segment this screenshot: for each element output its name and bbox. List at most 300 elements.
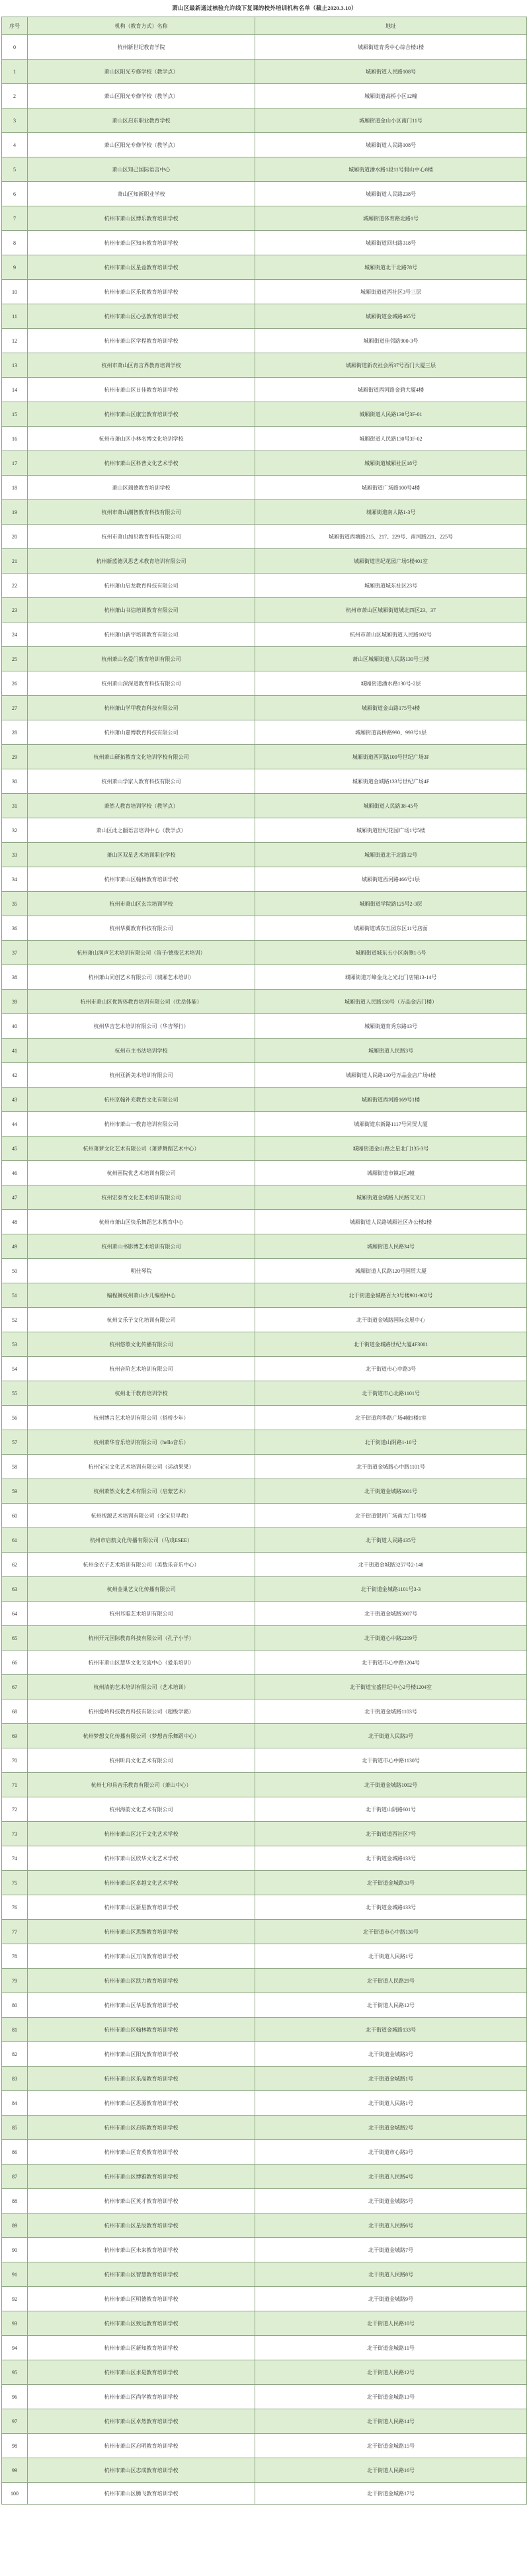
row-address: 北干街道心中路2209号 [255,1626,527,1651]
row-index: 40 [2,1014,28,1039]
row-address: 北干街道宝盛世纪中心2号楼1204室 [255,1675,527,1699]
table-row [2,2091,527,2116]
table-row [2,892,527,916]
row-index: 65 [2,1626,28,1651]
row-address: 城厢街道人民路3号 [255,1039,527,1063]
table-row [2,1112,527,1137]
row-name: 杭州市萧山区慧华文化交流中心（爱乐培训） [28,1651,255,1675]
table-row [2,2165,527,2189]
row-index: 38 [2,965,28,990]
row-index: 19 [2,500,28,525]
table-row [2,598,527,623]
table-row [2,525,527,549]
row-name: 杭州文乐子文化培训有限公司 [28,1308,255,1332]
row-name: 杭州市萧山区智慧教育培训学校 [28,2262,255,2287]
row-address: 北干街道山阴路1-10号 [255,1430,527,1455]
row-index: 64 [2,1602,28,1626]
row-name: 杭州市萧山区启明教育培训学校 [28,2434,255,2458]
row-index: 25 [2,647,28,671]
table-row [2,1479,527,1504]
table-row [2,378,527,402]
row-index: 52 [2,1308,28,1332]
row-name: 杭州市萧山区华思教育培训学校 [28,1993,255,2018]
row-address: 北干街道金城路7号 [255,2238,527,2262]
table-row [2,1797,527,1822]
row-name: 杭州萧华音乐培训有限公司（hello音乐） [28,1430,255,1455]
table-row [2,2458,527,2483]
row-index: 73 [2,1822,28,1846]
table-row [2,671,527,696]
row-index: 0 [2,35,28,60]
table-row [2,1185,527,1210]
row-address: 城厢街道人民路130号3F-02 [255,427,527,451]
row-address: 北干街道金城路国际会展中心 [255,1308,527,1332]
table-row [2,2409,527,2434]
row-name: 杭州萧山润声艺术培训有限公司（笛子/德俊艺术培训） [28,941,255,965]
row-index: 92 [2,2287,28,2311]
row-index: 82 [2,2042,28,2067]
row-index: 70 [2,1748,28,1773]
row-name: 萧然人教育培训学校（教学点） [28,794,255,818]
table-row [2,1846,527,1871]
table-row [2,2434,527,2458]
row-name: 萧山区阳光专修学校（教学点） [28,60,255,84]
row-address: 北干街道金城路世纪大厦4F3001 [255,1332,527,1357]
row-address: 城厢街道金山小区南门11号 [255,108,527,133]
row-name: 杭州七印具音乐教育有限公司（萧山中心） [28,1773,255,1797]
row-index: 21 [2,549,28,574]
row-index: 49 [2,1234,28,1259]
row-index: 95 [2,2360,28,2385]
table-row [2,231,527,255]
table-row [2,1308,527,1332]
row-name: 杭州市萧山区腾飞教育培训学校 [28,2483,255,2505]
row-name: 杭州萧山同创艺术有限公司（城厢艺术培训） [28,965,255,990]
row-name: 萧山区瑞德教育培训学校 [28,476,255,500]
table-row [2,1724,527,1748]
row-address: 北干街道市心路3号 [255,2140,527,2165]
row-name: 杭州市萧山区明德教育培训学校 [28,2287,255,2311]
row-index: 39 [2,990,28,1014]
table-row [2,2042,527,2067]
row-index: 78 [2,1944,28,1969]
row-name: 明仕琴院 [28,1259,255,1283]
table-row [2,965,527,990]
row-name: 杭州萧山嘉博教育科技有限公司 [28,720,255,745]
row-index: 22 [2,574,28,598]
row-name: 杭州音阶艺术培训有限公司 [28,1357,255,1381]
row-name: 杭州市萧山区卓越文化艺术学校 [28,1871,255,1895]
row-index: 86 [2,2140,28,2165]
table-row [2,1504,527,1528]
row-name: 杭州市启航文化传播有限公司（马戏ESEE） [28,1528,255,1553]
row-address: 杭州市萧山区城厢街道人民路102号 [255,623,527,647]
row-address: 北干街道银河广场南大门1号楼 [255,1504,527,1528]
row-name: 杭州萧山启龙教育科技有限公司 [28,574,255,598]
table-row [2,769,527,794]
table-row [2,720,527,745]
row-index: 87 [2,2165,28,2189]
row-address: 城厢街道人民路130号（万品金店门楼） [255,990,527,1014]
table-row [2,2140,527,2165]
table-row [2,1553,527,1577]
row-name: 杭州开元国际教育科技有限公司（孔子小学） [28,1626,255,1651]
row-index: 94 [2,2336,28,2360]
table-row [2,353,527,378]
table-row [2,2116,527,2140]
row-name: 杭州市萧山区尚学教育培训学校 [28,2385,255,2409]
table-row [2,402,527,427]
row-name: 杭州市萧山区博乐教育培训学校 [28,206,255,231]
row-index: 85 [2,2116,28,2140]
row-name: 杭州爱岭科技教育科技有限公司（超级学霸） [28,1699,255,1724]
table-row [2,574,527,598]
row-name: 杭州市萧山区翰林教育培训学校 [28,867,255,892]
row-index: 1 [2,60,28,84]
row-name: 杭州亚新美术培训有限公司 [28,1063,255,1088]
row-address: 北干街道人民路16号 [255,2458,527,2483]
row-name: 萧山区双星艺术培训职业学校 [28,843,255,867]
row-name: 萧山区阳光专修学校（教学点） [28,133,255,157]
table-row [2,1234,527,1259]
row-address: 北干街道金城路1002号 [255,1773,527,1797]
table-row [2,1039,527,1063]
row-name: 杭州萧山学甲教育科技有限公司 [28,696,255,720]
row-address: 城厢街道人民路城厢社区办公楼2楼 [255,1210,527,1234]
row-address: 北干街道人民路10号 [255,2311,527,2336]
table-row [2,1259,527,1283]
row-name: 杭州萧萝文化艺术有限公司（萧萝舞蹈艺术中心） [28,1137,255,1161]
row-address: 北干街道金城路133号 [255,2018,527,2042]
row-index: 20 [2,525,28,549]
row-index: 26 [2,671,28,696]
table-row [2,1430,527,1455]
table-row [2,84,527,108]
row-name: 杭州市萧山区乐优教育培训学校 [28,280,255,304]
row-index: 59 [2,1479,28,1504]
table-row [2,182,527,206]
row-name: 杭州视源艺术培训有限公司（金宝贝早教） [28,1504,255,1528]
row-index: 79 [2,1969,28,1993]
row-index: 18 [2,476,28,500]
row-address: 城厢街道佳邻路900-3号 [255,329,527,353]
row-index: 12 [2,329,28,353]
row-address: 北干街道人民路12号 [255,1993,527,2018]
row-name: 杭州市萧山潮智教育科技有限公司 [28,500,255,525]
row-address: 城厢街道金城路人民路交叉口 [255,1185,527,1210]
row-index: 15 [2,402,28,427]
row-address: 北干街道道西社区7号 [255,1822,527,1846]
table-row [2,1822,527,1846]
row-name: 杭州市萧山区新星教育培训学校 [28,1895,255,1920]
table-row [2,647,527,671]
row-name: 杭州新蓝德贝思艺术教育培训有限公司 [28,549,255,574]
row-name: 杭州市萧山区凯力教育培训学校 [28,1969,255,1993]
row-address: 北干街道人民路6号 [255,2213,527,2238]
row-address: 北干街道金城路1103号 [255,1699,527,1724]
row-index: 37 [2,941,28,965]
table-row [2,696,527,720]
table-row [2,133,527,157]
table-row [2,255,527,280]
row-index: 88 [2,2189,28,2213]
row-index: 69 [2,1724,28,1748]
row-address: 北干街道人民路135号 [255,1528,527,1553]
row-index: 42 [2,1063,28,1088]
row-name: 杭州萧山深深道教育科技有限公司 [28,671,255,696]
row-name: 杭州海韵文化艺术有限公司 [28,1797,255,1822]
row-index: 75 [2,1871,28,1895]
row-address: 城厢街道市镇2区2幢 [255,1161,527,1185]
table-row [2,1088,527,1112]
row-name: 杭州萧山学家人教育科技有限公司 [28,769,255,794]
row-name: 杭州耳聪艺术培训有限公司 [28,1602,255,1626]
table-row [2,2287,527,2311]
row-address: 北干街道金城路5号 [255,2189,527,2213]
row-index: 58 [2,1455,28,1479]
row-address: 北干街道金城路3257号2-148 [255,1553,527,1577]
row-name: 杭州京翰补充教育文化有限公司 [28,1088,255,1112]
row-index: 48 [2,1210,28,1234]
row-index: 74 [2,1846,28,1871]
row-index: 36 [2,916,28,941]
row-address: 北干街道人民路8号 [255,2262,527,2287]
table-row [2,476,527,500]
row-index: 47 [2,1185,28,1210]
row-index: 91 [2,2262,28,2287]
row-index: 27 [2,696,28,720]
row-index: 66 [2,1651,28,1675]
table-row [2,1528,527,1553]
row-address: 城厢街道东新路1117号同贸大厦 [255,1112,527,1137]
row-address: 城厢街道城东五园东区11号店面 [255,916,527,941]
table-row [2,1577,527,1602]
row-index: 3 [2,108,28,133]
row-index: 2 [2,84,28,108]
table-row [2,1406,527,1430]
table-row [2,1871,527,1895]
row-index: 99 [2,2458,28,2483]
row-index: 77 [2,1920,28,1944]
row-name: 杭州市萧山区新知教育培训学校 [28,2336,255,2360]
table-row [2,843,527,867]
row-address: 城厢街道城厢社区18号 [255,451,527,476]
row-address: 北干街道市心中路1130号 [255,1748,527,1773]
row-name: 杭州萧山研拓教育文化培训学校有限公司 [28,745,255,769]
row-address: 城厢街道广场路100号4楼 [255,476,527,500]
table-row [2,2336,527,2360]
row-index: 16 [2,427,28,451]
row-address: 城厢街道人民路34号 [255,1234,527,1259]
row-index: 23 [2,598,28,623]
row-index: 76 [2,1895,28,1920]
table-row [2,1675,527,1699]
row-name: 杭州新世纪教育学院 [28,35,255,60]
table-row [2,2311,527,2336]
table-row [2,1210,527,1234]
row-index: 61 [2,1528,28,1553]
row-address: 城厢街道世纪花园广场1号5楼 [255,818,527,843]
row-name: 杭州市萧山区科普文化艺术学校 [28,451,255,476]
row-name: 杭州北干教育培训学校 [28,1381,255,1406]
row-address: 北干街道人民路12号 [255,2360,527,2385]
row-index: 72 [2,1797,28,1822]
row-address: 城厢街道人民路120号国贸大厦 [255,1259,527,1283]
table-row [2,280,527,304]
row-address: 北干街道市心中路130号 [255,1920,527,1944]
table-header-row [2,17,527,35]
row-index: 34 [2,867,28,892]
row-index: 7 [2,206,28,231]
row-address: 北干街道金城路3007号 [255,1602,527,1626]
row-index: 41 [2,1039,28,1063]
row-index: 68 [2,1699,28,1724]
row-name: 杭州市萧山区志成教育培训学校 [28,2458,255,2483]
row-address: 城厢街道学院路125号2-3层 [255,892,527,916]
row-name: 编程狮杭州萧山少儿编程中心 [28,1283,255,1308]
table-row [2,451,527,476]
row-address: 城厢街道高桥路990、993号1层 [255,720,527,745]
row-name: 杭州市萧山区未来教育培训学校 [28,2238,255,2262]
header-name: 机构（教育方式）名称 [28,17,255,35]
row-name: 杭州市主书法培训学校 [28,1039,255,1063]
row-address: 城厢街道北干北路32号 [255,843,527,867]
table-row [2,1920,527,1944]
row-name: 杭州市萧山区北干文化艺术学校 [28,1822,255,1846]
row-index: 30 [2,769,28,794]
row-name: 杭州市萧山区阳光教育培训学校 [28,2042,255,2067]
row-address: 北干街道金城路3号 [255,2042,527,2067]
table-row [2,206,527,231]
row-name: 杭州华吉艺术培训有限公司（华吉琴行） [28,1014,255,1039]
row-index: 57 [2,1430,28,1455]
row-address: 北干街道金城路百大3号楼901-902号 [255,1283,527,1308]
row-name: 杭州市萧山区学程教育培训学校 [28,329,255,353]
row-name: 杭州悠歌文化传播有限公司 [28,1332,255,1357]
row-name: 萧山区阳光专修学校（教学点） [28,84,255,108]
row-name: 杭州市萧山区乐高教育培训学校 [28,2067,255,2091]
row-address: 城厢街道北干北路78号 [255,255,527,280]
row-name: 杭州萧山书影博艺术培训有限公司 [28,1234,255,1259]
row-index: 100 [2,2483,28,2505]
row-name: 杭州市萧山区思源教育培训学校 [28,2091,255,2116]
table-row [2,60,527,84]
row-name: 杭州市萧山区优智体教育培训有限公司（优岳体能） [28,990,255,1014]
row-index: 98 [2,2434,28,2458]
row-address: 北干街道金城路133号 [255,1846,527,1871]
row-address: 城厢街道万峰金龙之光北门店铺13-14号 [255,965,527,990]
header-address: 地址 [255,17,527,35]
row-index: 35 [2,892,28,916]
row-address: 北干街道人民路29号 [255,1969,527,1993]
row-name: 杭州市萧山区致远教育培训学校 [28,2311,255,2336]
table-row [2,1895,527,1920]
table-row [2,1969,527,1993]
row-index: 90 [2,2238,28,2262]
table-row [2,2189,527,2213]
row-index: 14 [2,378,28,402]
row-address: 北干街道人民路1号 [255,1944,527,1969]
institution-table [1,17,527,2505]
table-row [2,1602,527,1626]
row-name: 萧山区知己国际语言中心 [28,157,255,182]
row-address: 城厢街道金城路133号世纪广场4F [255,769,527,794]
row-index: 53 [2,1332,28,1357]
row-index: 13 [2,353,28,378]
row-index: 28 [2,720,28,745]
table-row [2,1699,527,1724]
row-name: 杭州萧然文化艺术有限公司（启蒙艺术） [28,1479,255,1504]
row-address: 城厢街道城东五小区南侧1-5号 [255,941,527,965]
row-address: 城厢街道道西社区3号三层 [255,280,527,304]
row-index: 54 [2,1357,28,1381]
table-row [2,745,527,769]
row-name: 萧山区知新职业学校 [28,182,255,206]
row-index: 44 [2,1112,28,1137]
row-address: 城厢街道人民路238号 [255,182,527,206]
table-row [2,623,527,647]
table-row [2,549,527,574]
row-name: 杭州市萧山区玄宗培训学校 [28,892,255,916]
row-name: 杭州市萧山区日佳教育培训学校 [28,378,255,402]
row-address: 城厢街道金山路175号4楼 [255,696,527,720]
row-index: 9 [2,255,28,280]
row-address: 城厢街道高桥小区12幢 [255,84,527,108]
row-name: 杭州市萧山区欣华文化艺术学校 [28,1846,255,1871]
row-address: 北干街道市心北路1101号 [255,1381,527,1406]
table-row [2,1455,527,1479]
row-name: 杭州市萧山区万向教育培训学校 [28,1944,255,1969]
row-name: 杭州市萧山区星益教育培训学校 [28,255,255,280]
row-index: 43 [2,1088,28,1112]
row-name: 杭州萧山书信培训教育有限公司 [28,598,255,623]
row-address: 北干街道金城路133号 [255,1895,527,1920]
row-index: 5 [2,157,28,182]
table-row [2,35,527,60]
table-row [2,1944,527,1969]
row-address: 北干街道山阴路601号 [255,1797,527,1822]
table-row [2,867,527,892]
row-address: 城厢街道回归路318号 [255,231,527,255]
row-address: 城厢街道西河路466号1层 [255,867,527,892]
row-address: 杭州市萧山区城厢街道城北四区23、37 [255,598,527,623]
row-index: 63 [2,1577,28,1602]
row-index: 83 [2,2067,28,2091]
row-index: 10 [2,280,28,304]
row-index: 6 [2,182,28,206]
row-name: 杭州市萧山加贝教育科技有限公司 [28,525,255,549]
row-address: 城厢街道潘水路1段11号假山中心8楼 [255,157,527,182]
row-index: 50 [2,1259,28,1283]
table-row [2,2262,527,2287]
row-name: 杭州昕冉文化艺术有限公司 [28,1748,255,1773]
row-address: 北干街道金城路1号 [255,2067,527,2091]
row-name: 杭州萧山名爱门教育培训有限公司 [28,647,255,671]
row-index: 97 [2,2409,28,2434]
table-row [2,1773,527,1797]
row-index: 93 [2,2311,28,2336]
row-address: 北干街道市心中路1204号 [255,1651,527,1675]
row-name: 杭州市萧山区快乐舞蹈艺术教育中心 [28,1210,255,1234]
table-row [2,1014,527,1039]
row-address: 城厢街道体育路北路1号 [255,206,527,231]
row-address: 城厢街道西河路169号1楼 [255,1088,527,1112]
row-index: 81 [2,2018,28,2042]
table-row [2,990,527,1014]
table-row [2,1137,527,1161]
row-index: 4 [2,133,28,157]
row-name: 杭州梦想文化传播有限公司（梦想音乐舞蹈中心） [28,1724,255,1748]
